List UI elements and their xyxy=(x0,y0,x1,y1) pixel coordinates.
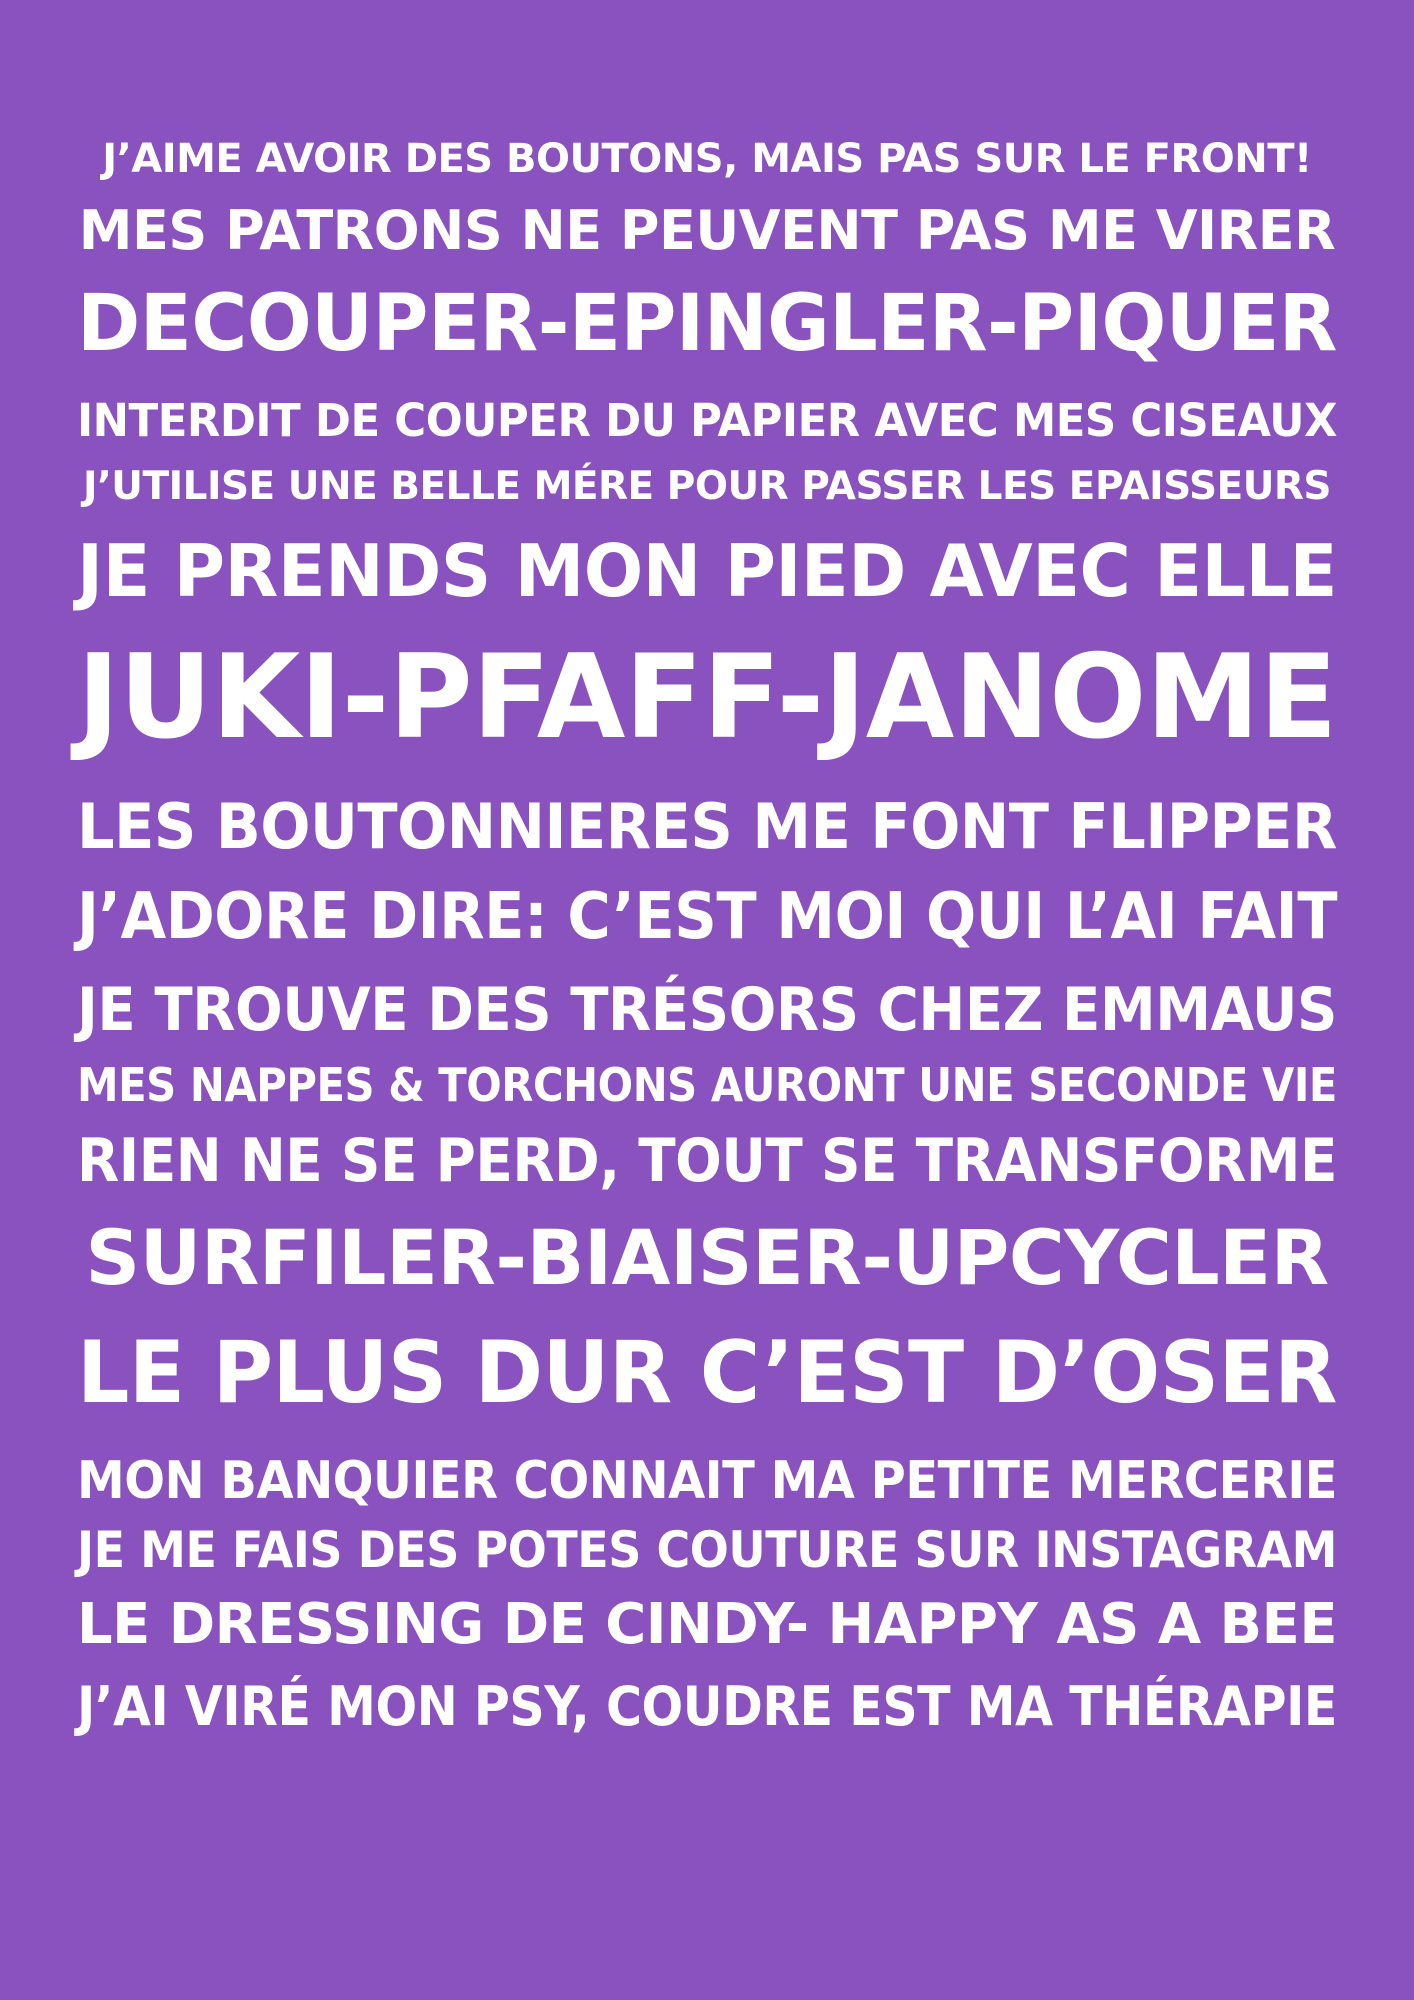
slogan-line: MON BANQUIER CONNAIT MA PETITE MERCERIE xyxy=(77,1451,1337,1511)
slogan-line: J’ADORE DIRE: C’EST MOI QUI L’AI FAIT xyxy=(76,880,1338,954)
slogan-line: SURFILER-BIAISER-UPCYCLER xyxy=(85,1213,1329,1302)
slogan-line: JE ME FAIS DES POTES COUTURE SUR INSTAGRAM xyxy=(77,1521,1337,1579)
slogan-line: J’AI VIRÉ MON PSY, COUDRE EST MA THÉRAPIE xyxy=(77,1675,1337,1738)
slogan-line: LE PLUS DUR C’EST D’OSER xyxy=(76,1323,1338,1423)
slogan-line: JE PRENDS MON PIED AVEC ELLE xyxy=(77,529,1337,613)
slogan-line: JE TROUVE DES TRÉSORS CHEZ EMMAUS xyxy=(77,975,1337,1045)
slogan-line: RIEN NE SE PERD, TOUT SE TRANSFORME xyxy=(76,1126,1337,1196)
slogan-line: INTERDIT DE COUPER DU PAPIER AVEC MES CISEAUX xyxy=(76,394,1338,447)
slogan-line: MES PATRONS NE PEUVENT PAS ME VIRER xyxy=(78,199,1336,262)
slogan-line: LE DRESSING DE CINDY- HAPPY AS A BEE xyxy=(76,1592,1338,1657)
slogan-line: MES NAPPES & TORCHONS AURONT UNE SECONDE VIE xyxy=(77,1058,1337,1112)
slogan-line: J’UTILISE UNE BELLE MÉRE POUR PASSER LES EPAISSEURS xyxy=(82,464,1332,509)
slogan-line: DECOUPER-EPINGLER-PIQUER xyxy=(76,279,1338,369)
slogan-line: LES BOUTONNIERES ME FONT FLIPPER xyxy=(77,790,1337,863)
slogan-line: J’AIME AVOIR DES BOUTONS, MAIS PAS SUR LE FRONT! xyxy=(102,136,1312,182)
slogan-line: JUKI-PFAFF-JANOME xyxy=(76,630,1338,765)
